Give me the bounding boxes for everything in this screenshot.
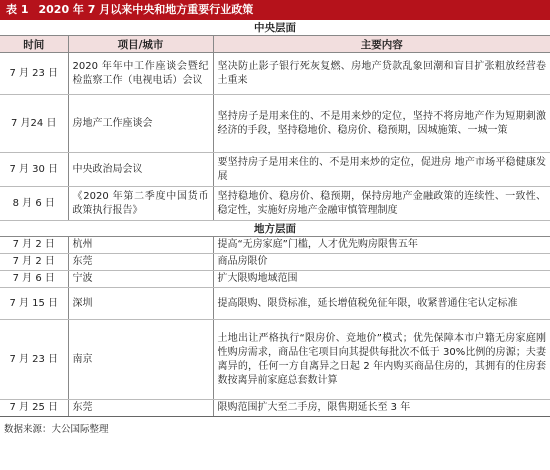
row-item: 房地产工作座谈会 [68, 95, 213, 153]
row-content: 商品房限价 [213, 254, 550, 271]
table-row [0, 254, 550, 271]
central-section-row [0, 20, 550, 36]
row-date: 7 月 25 日 [0, 400, 68, 417]
row-item: 《2020 年第二季度中国货币政策执行报告》 [68, 187, 213, 221]
table-row [0, 187, 550, 221]
row-city: 南京 [68, 320, 213, 400]
header-content: 主要内容 [213, 36, 550, 53]
row-date: 7 月24 日 [0, 95, 68, 153]
header-item: 项目/城市 [68, 36, 213, 53]
central-section-label: 中央层面 [0, 20, 550, 36]
table-title [0, 0, 550, 20]
table-row [0, 288, 550, 320]
table-row [0, 153, 550, 187]
row-item: 中央政治局会议 [68, 153, 213, 187]
table-row [0, 237, 550, 254]
header-date: 时间 [0, 36, 68, 53]
row-content: 提高限购、限贷标准，延长增值税免征年限，收紧普通住宅认定标准 [213, 288, 550, 320]
table-row [0, 320, 550, 400]
row-item: 2020 年年中工作座谈会暨纪检监察工作（电视电话）会议 [68, 53, 213, 95]
row-date: 7 月 2 日 [0, 254, 68, 271]
header-row [0, 36, 550, 53]
row-date: 7 月 23 日 [0, 53, 68, 95]
row-content: 限购范围扩大至二手房，限售期延长至 3 年 [213, 400, 550, 417]
row-city: 深圳 [68, 288, 213, 320]
row-city: 东莞 [68, 400, 213, 417]
table-number: 表 1 [6, 3, 29, 16]
row-content: 扩大限购地域范围 [213, 271, 550, 288]
row-date: 8 月 6 日 [0, 187, 68, 221]
row-date: 7 月 15 日 [0, 288, 68, 320]
row-date: 7 月 23 日 [0, 320, 68, 400]
table-row [0, 271, 550, 288]
row-date: 7 月 30 日 [0, 153, 68, 187]
policy-table [0, 20, 550, 417]
local-section-row [0, 221, 550, 237]
row-content: 提高“无房家庭”门槛，人才优先购房限售五年 [213, 237, 550, 254]
table-title-text: 2020 年 7 月以来中央和地方重要行业政策 [38, 3, 254, 16]
row-city: 杭州 [68, 237, 213, 254]
row-date: 7 月 6 日 [0, 271, 68, 288]
table-row [0, 95, 550, 153]
row-content: 坚决防止影子银行死灰复燃、房地产贷款乱象回潮和盲目扩张粗放经营卷土重来 [213, 53, 550, 95]
row-content: 坚持房子是用来住的、不是用来炒的定位，坚持不将房地产作为短期刺激经济的手段，坚持稳地价、稳房价、稳预期，因城施策、一城一策 [213, 95, 550, 153]
data-source-note: 数据来源：大公国际整理 [4, 424, 109, 435]
table-row [0, 53, 550, 95]
table-row [0, 400, 550, 417]
row-content: 坚持稳地价、稳房价、稳预期，保持房地产金融政策的连续性、一致性、稳定性，实施好房地产金融审慎管理制度 [213, 187, 550, 221]
row-content: 土地出让严格执行“限房价、竞地价”模式；优先保障本市户籍无房家庭刚性购房需求，商品住宅项目向其提供每批次不低于 30%比例的房源；夫妻离异的，任何一方自离异之日起 2 年内购买商品住房的，其拥有的住房套数按离异前家庭总套数计算 [213, 320, 550, 400]
row-city: 宁波 [68, 271, 213, 288]
row-date: 7 月 2 日 [0, 237, 68, 254]
row-content: 要坚持房子是用来住的、不是用来炒的定位，促进房 地产市场平稳健康发展 [213, 153, 550, 187]
row-city: 东莞 [68, 254, 213, 271]
local-section-label: 地方层面 [0, 221, 550, 237]
